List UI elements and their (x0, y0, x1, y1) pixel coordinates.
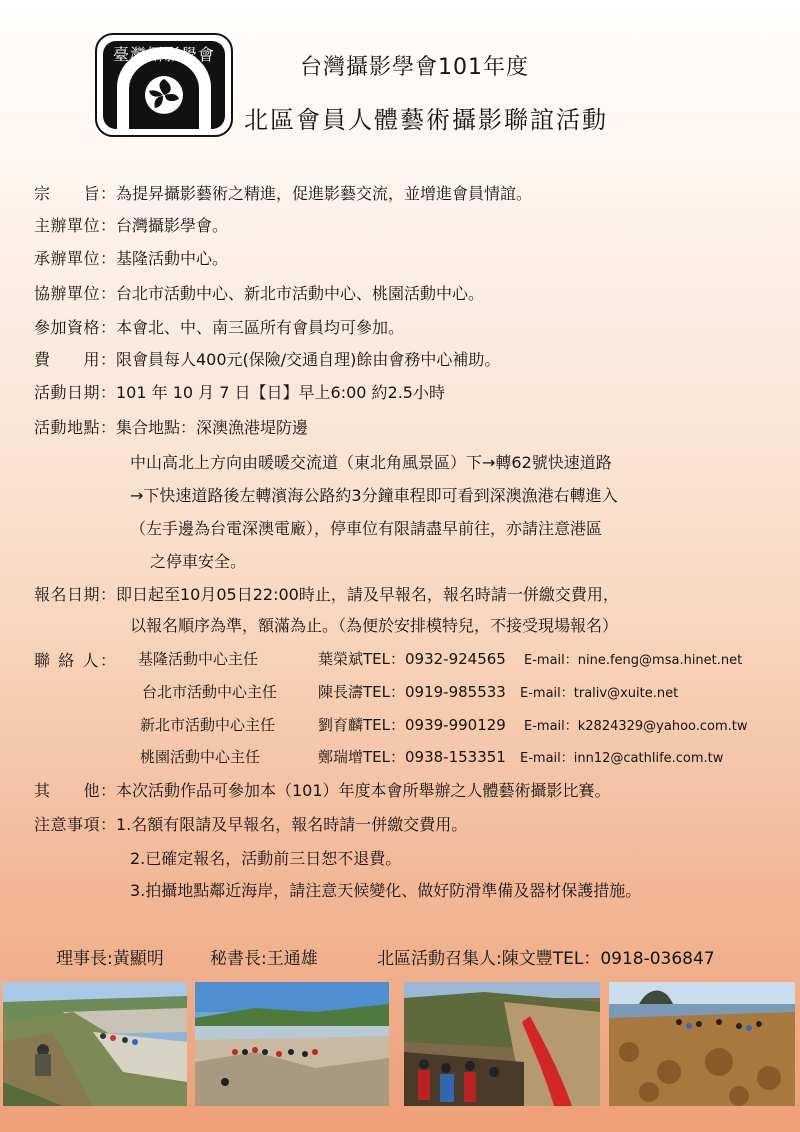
contact-name-tel: 陳長濤TEL：0919-985533 (318, 683, 506, 701)
eligibility-row (34, 315, 404, 338)
contact-unit: 台北市活動中心主任 (142, 683, 278, 701)
purpose-value: 為提昇攝影藝術之精進，促進影藝交流，並增進會員情誼。 (116, 184, 533, 203)
host-row (34, 246, 228, 269)
location-row (34, 415, 308, 438)
organizer-value: 台灣攝影學會。 (116, 216, 229, 235)
contact-email: E-mail：k2824329@yahoo.com.tw (524, 719, 748, 734)
contact-row (0, 746, 800, 770)
secretary-text: 秘書長:王通雄 (210, 949, 318, 969)
fee-label: 費 用： (34, 350, 116, 369)
page-title-line2: 北區會員人體藝術攝影聯誼活動 (244, 106, 608, 134)
other-value: 本次活動作品可參加本（101）年度本會所舉辦之人體藝術攝影比賽。 (116, 781, 611, 800)
note-item: 3.拍攝地點鄰近海岸，請注意天候變化、做好防滑準備及器材保護措施。 (130, 881, 642, 900)
date-label: 活動日期： (34, 383, 116, 402)
logo-chinese-text: 臺灣攝影學會 (112, 45, 215, 64)
registration-line-2: 以報名順序為準，額滿為止。（為便於安排模特兒，不接受現場報名） (130, 616, 619, 635)
contact-unit: 桃園活動中心主任 (140, 748, 261, 766)
note-item: 2.已確定報名，活動前三日恕不退費。 (130, 849, 402, 868)
fee-value: 限會員每人400元(保險/交通自理)餘由會務中心補助。 (116, 350, 501, 369)
notes-row (34, 812, 467, 835)
contact-row (0, 681, 800, 705)
contact-unit: 新北市活動中心主任 (140, 716, 276, 734)
date-value: 101 年 10 月 7 日【日】早上6:00 約2.5小時 (116, 383, 445, 402)
contact-name-tel: 鄭瑞增TEL：0938-153351 (318, 748, 506, 766)
society-logo (95, 33, 233, 137)
eligibility-label: 參加資格： (34, 318, 116, 337)
registration-label: 報名日期： (34, 585, 116, 604)
footer-officers (0, 944, 800, 972)
co-organizers-row (34, 281, 484, 304)
note-item: 1.名額有限請及早報名，報名時請一併繳交費用。 (116, 815, 468, 834)
contact-email: E-mail：inn12@cathlife.com.tw (520, 751, 724, 766)
contact-name-tel: 葉榮斌TEL：0932-924565 (318, 650, 506, 668)
location-line-2: →下快速道路後左轉濱海公路約3分鐘車程即可看到深澳漁港右轉進入 (130, 486, 618, 505)
host-value: 基隆活動中心。 (116, 249, 229, 268)
fee-row (34, 347, 500, 370)
purpose-label: 宗 旨： (34, 184, 116, 203)
location-value: 集合地點：深澳漁港堤防邊 (116, 418, 309, 437)
date-row (34, 380, 445, 403)
contact-row (0, 648, 800, 672)
photo-coast-slope (3, 982, 187, 1106)
contact-label: 聯 絡 人： (34, 651, 116, 670)
location-line-1: 中山高北上方向由暖暖交流道（東北角風景區）下→轉62號快速道路 (130, 453, 612, 472)
chairman-text: 理事長:黃顯明 (56, 949, 164, 969)
registration-row (34, 582, 619, 605)
convener-text: 北區活動召集人:陳文豐TEL：0918-036847 (377, 949, 715, 969)
other-label: 其 他： (34, 781, 116, 800)
contact-email: E-mail：traliv@xuite.net (520, 686, 679, 701)
page-title-line1: 台灣攝影學會101年度 (300, 55, 529, 80)
contact-email: E-mail：nine.feng@msa.hinet.net (524, 653, 743, 668)
location-label: 活動地點： (34, 418, 116, 437)
registration-value: 即日起至10月05日22:00時止，請及早報名，報名時請一併繳交費用， (116, 585, 619, 604)
photo-cliff-model-red-cloth (404, 982, 600, 1106)
location-line-4: 之停車安全。 (150, 552, 247, 571)
other-row (34, 778, 611, 801)
organizer-label: 主辦單位： (34, 216, 116, 235)
host-label: 承辦單位： (34, 249, 116, 268)
co-organizers-value: 台北市活動中心、新北市活動中心、桃園活動中心。 (116, 284, 485, 303)
co-organizers-label: 協辦單位： (34, 284, 116, 303)
purpose-row (34, 181, 532, 204)
location-line-3: （左手邊為台電深澳電廠），停車位有限請盡早前往，亦請注意港區 (130, 519, 603, 538)
notes-label: 注意事項： (34, 815, 116, 834)
contact-unit: 基隆活動中心主任 (138, 650, 259, 668)
eligibility-value: 本會北、中、南三區所有會員均可參加。 (116, 318, 405, 337)
photo-rocky-shore-group (195, 982, 389, 1106)
contact-row (0, 714, 800, 738)
contact-name-tel: 劉育麟TEL：0939-990129 (318, 716, 506, 734)
logo-english-text: PHOTOGRAPHIC SOCIETY OF TAIWAN (135, 113, 193, 123)
photo-honeycomb-rocks (609, 982, 795, 1106)
organizer-row (34, 213, 228, 236)
